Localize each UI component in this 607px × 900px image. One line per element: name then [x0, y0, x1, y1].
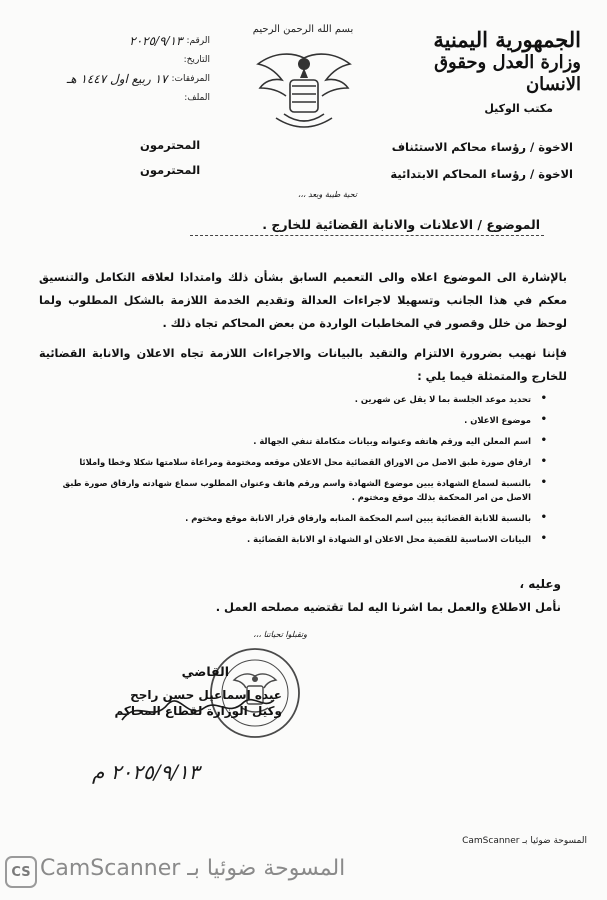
reference-block — [60, 32, 210, 108]
attachments-label: المرفقات: — [171, 74, 210, 84]
wa-alayh: وعليه ، — [519, 577, 561, 591]
closing-line: نأمل الاطلاع والعمل بما اشرنا اليه لما تقتضيه مصلحه العمل . — [215, 600, 561, 614]
list-item: • البيانات الاساسية للقضية محل الاعلان او الشهادة او الانابة القضائية . — [47, 532, 547, 546]
date-row — [60, 51, 210, 70]
signatory-name: عبده اسماعيل حسن راجح — [130, 688, 282, 702]
eagle-emblem-icon — [248, 44, 360, 132]
ref-label: الرقم: — [186, 36, 210, 46]
scanner-caption: المسوحة ضوئيا بـ CamScanner — [462, 836, 587, 846]
addressee-primary: الاخوة / رؤساء المحاكم الابتدائية — [390, 167, 573, 181]
signature-title: القاضي — [181, 664, 229, 679]
subject-line: الموضوع / الاعلانات والانابة القضائية للخارج . — [210, 217, 540, 232]
date-value: ١٧ ربيع اول ١٤٤٧ هـ — [66, 72, 168, 86]
scanner-watermark: المسوحة ضوئيا بـ CamScanner — [40, 856, 346, 881]
signatory-position: وكيل الوزارة لقطاع المحاكم — [114, 704, 282, 718]
republic-name: الجمهورية اليمنية — [433, 27, 581, 52]
requirements-list — [47, 392, 547, 553]
paragraph-request: فإننا نهيب بضرورة الالتزام والتقيد بالبيانات والاجراءات اللازمة تجاه الاعلان والانابة القضائية للخارج والمتمثلة فيما يلي : — [39, 347, 567, 383]
list-item: • موضوع الاعلان . — [47, 413, 547, 427]
ministry-name: وزارة العدل وحقوق الانسان — [434, 52, 581, 95]
ref-value: ٢٠٢٥/٩/١٣ — [129, 34, 183, 48]
list-item: • بالنسبة لسماع الشهادة يبين موضوع الشهادة واسم ورقم هاتف وعنوان المطلوب سماع شهادته وارفاق صورة طبق الاصل من امر المحكمة بذلك موقع ومختوم . — [47, 476, 547, 504]
respect-primary: المحترمون — [140, 163, 201, 177]
paragraph-intro: بالإشارة الى الموضوع اعلاه والى التعميم السابق بشأن ذلك وامتدادا لعلاقه التكامل والتنسيق معكم في هذا الجانب وتسهيلا لاجراءات العدالة وتقديم الخدمة اللازمة بالشكل المطلوب ولما لوحظ من خلل وقصور في المخاطبات الواردة من بعض المحاكم تجاه ذلك . — [39, 271, 567, 330]
office-name: مكتب الوكيل — [484, 102, 553, 115]
list-item: • ارفاق صورة طبق الاصل من الاوراق القضائية محل الاعلان موقعه ومختومة ومراعاة سلامتها شكلا وخطا واملائا — [47, 455, 547, 469]
list-item: • تحديد موعد الجلسة بما لا يقل عن شهرين . — [47, 392, 547, 406]
handwritten-signature-icon — [118, 690, 278, 730]
addressee-appeals: الاخوة / رؤساء محاكم الاستئناف — [391, 140, 573, 154]
list-item: • بالنسبة للانابة القضائية يبين اسم المحكمة المنابه وارفاق قرار الانابة موقع ومختوم . — [47, 511, 547, 525]
respect-appeals: المحترمون — [140, 138, 201, 152]
ref-row — [60, 32, 210, 51]
camscanner-logo-icon: CS — [5, 856, 37, 888]
regards-line: وتقبلوا تحياتنا ،،، — [253, 630, 307, 639]
ministry-header — [391, 28, 581, 115]
greeting: تحية طيبة وبعد ،،، — [297, 190, 357, 199]
date-label: التاريخ: — [183, 55, 210, 65]
attachments-row — [60, 70, 210, 89]
basmala: بسم الله الرحمن الرحيم — [252, 24, 354, 35]
file-label: الملف: — [184, 93, 210, 103]
file-row — [60, 89, 210, 108]
list-item: • اسم المعلن اليه ورقم هاتفه وعنوانه وبيانات متكاملة تنفي الجهالة . — [47, 434, 547, 448]
handwritten-date: ٢٠٢٥/٩/١٣ م — [92, 760, 200, 784]
